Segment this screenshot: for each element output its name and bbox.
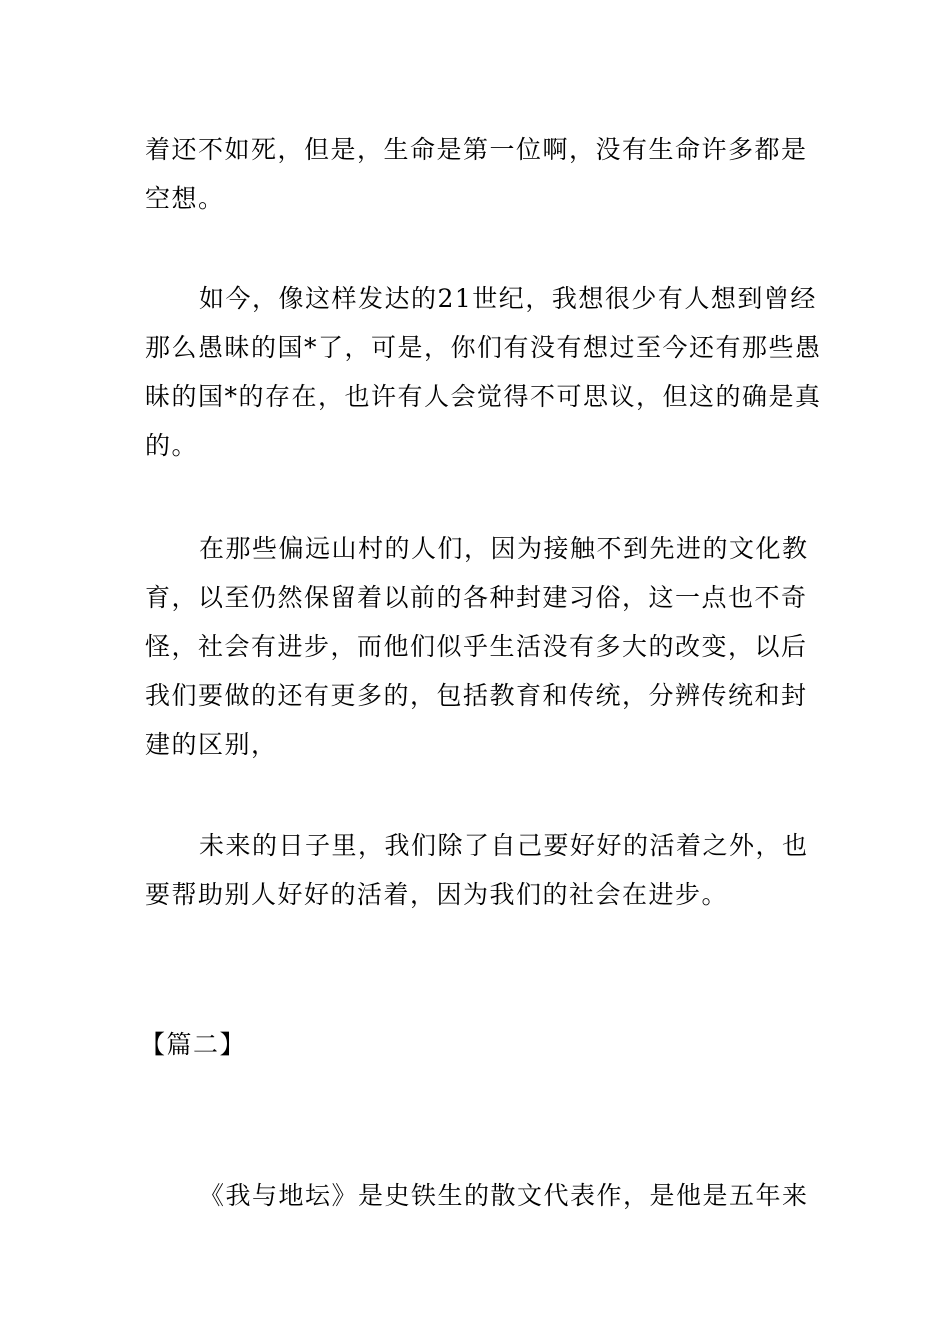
text-line: 昧的国*的存在，也许有人会觉得不可思议，但这的确是真 <box>145 382 822 411</box>
paragraph-3 <box>145 524 807 769</box>
text-line: 我们要做的还有更多的，包括教育和传统，分辨传统和封 <box>145 681 808 710</box>
text-line: 的。 <box>145 431 199 460</box>
text-line: 在那些偏远山村的人们，因为接触不到先进的文化教 <box>199 534 809 563</box>
text-line: 着还不如死，但是，生命是第一位啊，没有生命许多都是 <box>145 135 808 164</box>
text-line: 育，以至仍然保留着以前的各种封建习俗，这一点也不奇 <box>145 583 808 612</box>
text-line: 未来的日子里，我们除了自己要好好的活着之外，也 <box>199 831 809 860</box>
paragraph-2 <box>145 274 822 470</box>
text-line: 如今，像这样发达的21世纪，我想很少有人想到曾经 <box>199 284 817 313</box>
section-heading: 【篇二】 <box>140 1030 247 1059</box>
paragraph-1 <box>145 125 807 223</box>
text-line: 怪，社会有进步，而他们似乎生活没有多大的改变，以后 <box>145 632 808 661</box>
text-line: 要帮助别人好好的活着，因为我们的社会在进步。 <box>145 880 729 909</box>
text-line: 建的区别， <box>145 730 278 759</box>
text-line: 《我与地坛》是史铁生的散文代表作，是他是五年来 <box>199 1181 809 1210</box>
text-line: 空想。 <box>145 184 225 213</box>
text-line: 那么愚昧的国*了，可是，你们有没有想过至今还有那些愚 <box>145 333 822 362</box>
paragraph-4 <box>145 821 807 919</box>
paragraph-5 <box>145 1171 807 1220</box>
